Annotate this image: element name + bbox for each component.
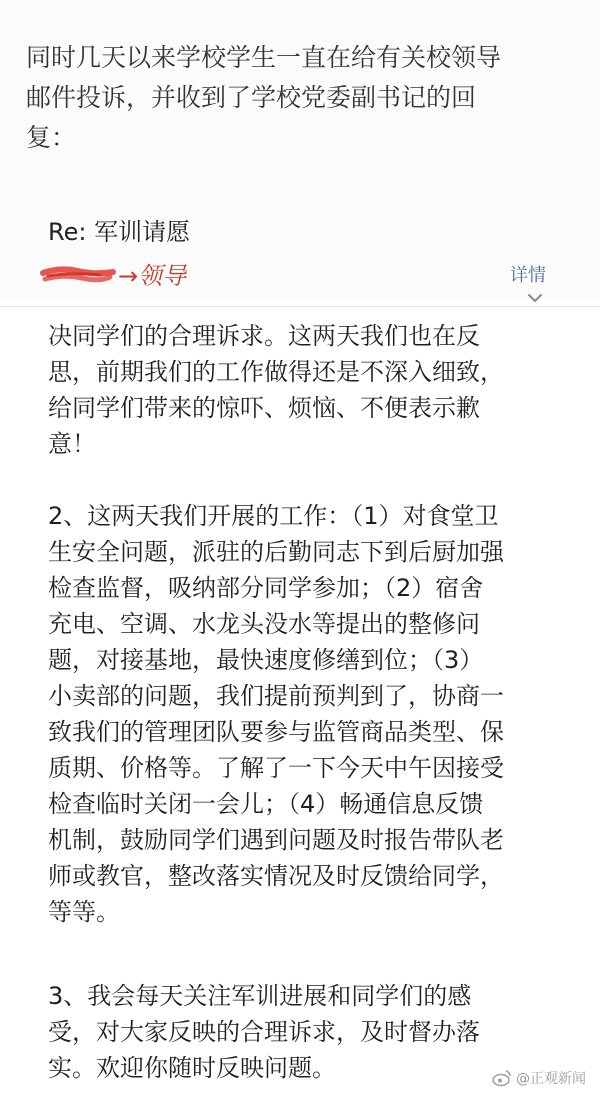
email-paragraph-1: 决同学们的合理诉求。这两天我们也在反 思，前期我们的工作做得还是不深入细致， 给同学们带来的惊吓、烦恼、不便表示歉 意！ xyxy=(48,322,504,458)
intro-caption: 同时几天以来学校学生一直在给有关校领导 邮件投诉，并收到了学校党委副书记的回 复： xyxy=(26,43,502,152)
sender-redaction-scribble xyxy=(40,264,116,286)
handwritten-note-text: →领导 xyxy=(118,262,187,290)
email-subject: Re: 军训请愿 xyxy=(48,218,191,246)
weibo-icon xyxy=(492,1069,512,1087)
quoted-header-area xyxy=(0,0,600,300)
details-link[interactable]: 详情 xyxy=(510,265,546,286)
watermark-text: @正观新闻 xyxy=(516,1071,586,1087)
chevron-down-icon[interactable] xyxy=(526,292,544,304)
watermark xyxy=(492,1066,586,1090)
handwritten-note-leader xyxy=(114,254,234,296)
email-paragraph-2: 2、这两天我们开展的工作：（1）对食堂卫 生安全问题，派驻的后勤同志下到后厨加强 检查监督，吸纳部分同学参加；（2）宿舍 充电、空调、水龙头没水等提出的整修问 题，对接基地，最快速度修缮到位；（3） 小卖部的问题，我们提前预判到了，协商一 致我们的管理团队要参与监管商品类型、保 质期、价格等。了解了一下今天中午因接受 检查临时关闭一会儿；（4）畅通信息反馈 机制，鼓励同学们遇到问题及时报告带队老 师或教官，整改落实情况及时反馈给同学， 等等。 xyxy=(48,502,504,926)
section-divider xyxy=(0,306,600,307)
email-paragraph-3: 3、我会每天关注军训进展和同学们的感 受，对大家反映的合理诉求，及时督办落 实。欢迎你随时反映问题。 xyxy=(48,982,480,1082)
